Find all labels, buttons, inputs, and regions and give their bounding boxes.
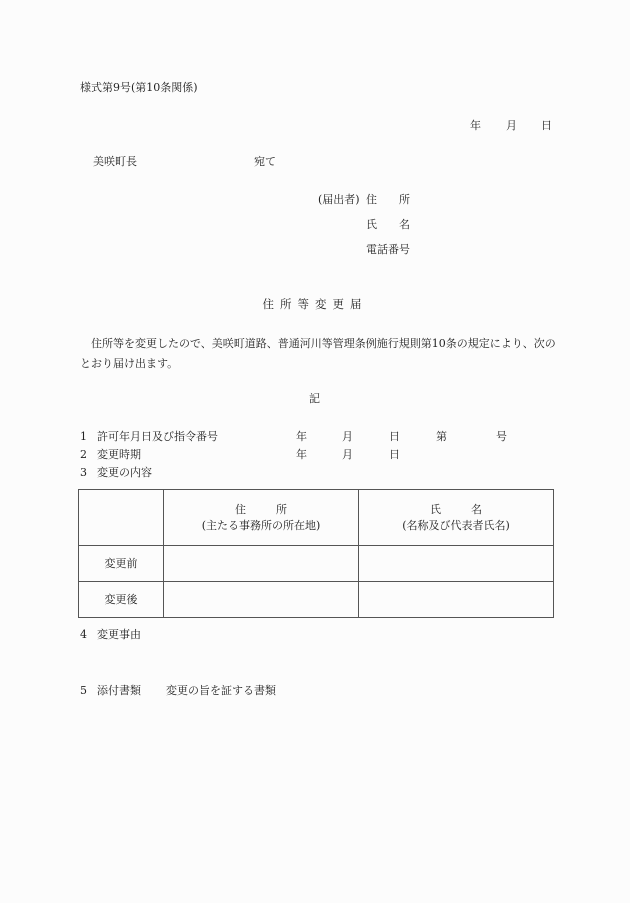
date-day-label: 日 — [541, 119, 552, 132]
header-cell-blank — [79, 490, 164, 546]
list-item-attachments — [80, 684, 560, 698]
item-label: 変更時期 — [97, 448, 141, 461]
submitter-phone-label: 電話番号 — [366, 243, 410, 256]
list-item-change-date — [80, 448, 560, 462]
after-address-cell[interactable] — [164, 582, 359, 618]
year-label: 年 — [296, 448, 307, 461]
header-address-b: 所 — [276, 502, 287, 516]
year-label: 年 — [296, 430, 307, 443]
item-label: 変更の内容 — [97, 466, 152, 479]
item-number: 1 — [80, 430, 87, 443]
day-label: 日 — [389, 448, 400, 461]
item-label: 許可年月日及び指令番号 — [97, 430, 218, 443]
list-item-change-content — [80, 466, 560, 480]
form-number: 様式第9号(第10条関係) — [80, 81, 198, 94]
list-item-permit — [80, 430, 560, 444]
header-address-sub: (主たる事務所の所在地) — [201, 518, 321, 532]
submitter-address-label-a: 住 — [366, 193, 377, 206]
submitter-prefix: (届出者) — [318, 193, 360, 206]
day-label: 日 — [389, 430, 400, 443]
row-label-after: 変更後 — [79, 582, 164, 618]
table-row-before — [79, 546, 554, 582]
item-number: 4 — [80, 628, 87, 641]
attachment-value: 変更の旨を証する書類 — [166, 684, 276, 697]
item-number: 3 — [80, 466, 87, 479]
change-content-table — [78, 489, 554, 618]
item-label: 添付書類 — [97, 684, 141, 697]
ki-heading: 記 — [309, 392, 320, 405]
header-cell-address — [164, 490, 359, 546]
submitter-address-label-b: 所 — [399, 193, 410, 206]
row-label-before: 変更前 — [79, 546, 164, 582]
addressee-name: 美咲町長 — [93, 155, 137, 168]
dai-label: 第 — [436, 430, 447, 443]
item-label: 変更事由 — [97, 628, 141, 641]
header-name-sub: (名称及び代表者氏名) — [402, 518, 510, 532]
after-name-cell[interactable] — [359, 582, 554, 618]
submitter-name-label-a: 氏 — [366, 218, 377, 231]
document-title: 住所等変更届 — [262, 297, 368, 311]
header-cell-name — [359, 490, 554, 546]
go-label: 号 — [496, 430, 507, 443]
submitter-name-label-b: 名 — [399, 218, 410, 231]
before-address-cell[interactable] — [164, 546, 359, 582]
body-paragraph: 住所等を変更したので、美咲町道路、普通河川等管理条例施行規則第10条の規定により、次のとおり届け出ます。 — [80, 337, 556, 370]
month-label: 月 — [342, 448, 353, 461]
list-item-change-reason — [80, 628, 560, 642]
month-label: 月 — [342, 430, 353, 443]
before-name-cell[interactable] — [359, 546, 554, 582]
item-number: 2 — [80, 448, 87, 461]
table-row-after — [79, 582, 554, 618]
addressee-suffix: 宛て — [254, 155, 276, 168]
header-name-b: 名 — [471, 502, 482, 516]
date-year-label: 年 — [470, 119, 481, 132]
header-address-a: 住 — [235, 502, 246, 516]
item-number: 5 — [80, 684, 87, 697]
header-name-a: 氏 — [430, 502, 441, 516]
table-header-row — [79, 490, 554, 546]
date-month-label: 月 — [506, 119, 517, 132]
